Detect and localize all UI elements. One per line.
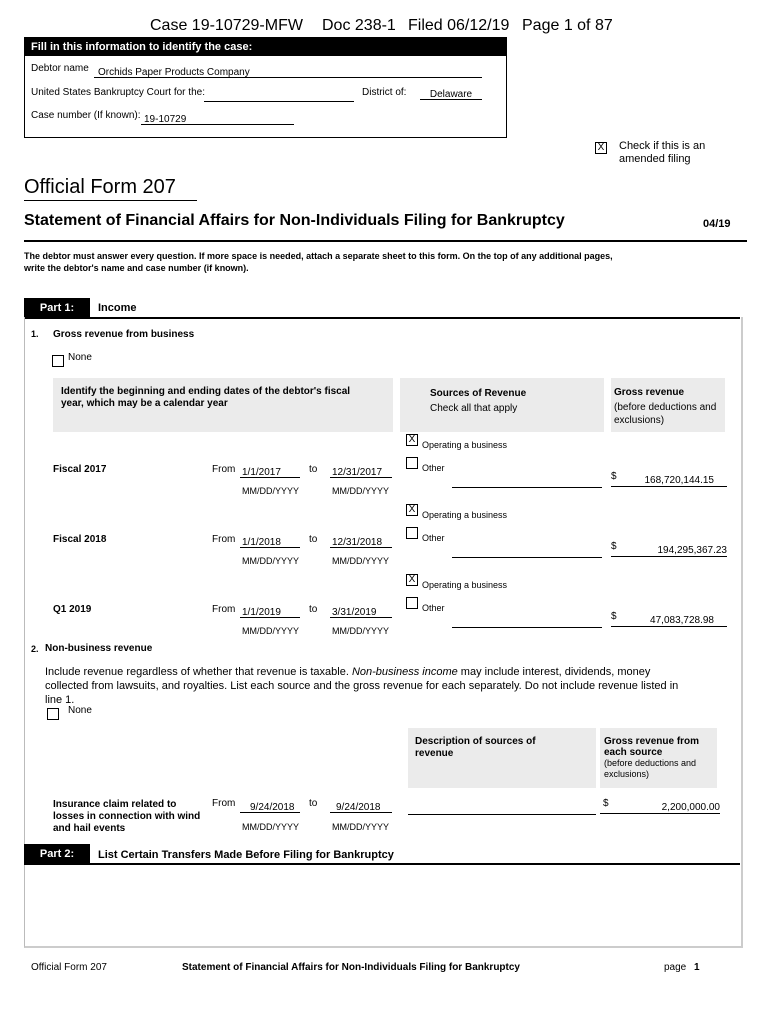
row3-other-field[interactable] <box>452 613 602 628</box>
row2-dollar: $ <box>611 541 617 552</box>
row1-to-label: to <box>309 464 318 475</box>
q1-col-dates-line2: year, which may be a calendar year <box>61 398 228 409</box>
id-box-heading: Fill in this information to identify the case: <box>25 38 506 56</box>
q1-col-gross-header <box>611 378 725 432</box>
q2-row-amount-field[interactable] <box>600 797 720 814</box>
row2-to-value: 12/31/2018 <box>332 537 383 548</box>
q2-row-amount-value: 2,200,000.00 <box>661 802 720 813</box>
row1-op-business-checkbox[interactable] <box>406 434 418 446</box>
row1-to-value: 12/31/2017 <box>332 467 383 478</box>
district-label: District of: <box>362 87 407 98</box>
footer-form-name: Official Form 207 <box>31 962 107 973</box>
q1-col-gross-title: Gross revenue <box>614 387 685 398</box>
amended-label <box>619 140 705 166</box>
q2-col-description-line2: revenue <box>415 748 454 759</box>
form-version: 04/19 <box>703 218 731 230</box>
row2-op-business-mark: X <box>408 504 416 515</box>
q2-none-checkbox[interactable] <box>47 708 59 720</box>
title-rule <box>24 240 747 242</box>
row1-other-field[interactable] <box>452 473 602 488</box>
row1-from-format: MM/DD/YYYY <box>242 486 300 496</box>
q2-text1b: Non-business income <box>351 666 458 678</box>
row2-other-label: Other <box>422 533 445 543</box>
q1-none-label: None <box>68 352 92 363</box>
q2-row-label-line3: and hail events <box>53 823 126 834</box>
row3-dollar: $ <box>611 611 617 622</box>
row1-other-checkbox[interactable] <box>406 457 418 469</box>
row1-to-format: MM/DD/YYYY <box>332 486 390 496</box>
row2-from-field[interactable] <box>240 532 300 548</box>
district-value: Delaware <box>429 89 473 100</box>
row2-from-value: 1/1/2018 <box>242 537 281 548</box>
row1-amount-value: 168,720,144.15 <box>644 475 714 486</box>
row2-to-label: to <box>309 534 318 545</box>
row3-to-label: to <box>309 604 318 615</box>
row2-op-business-checkbox[interactable] <box>406 504 418 516</box>
q2-row-from-field[interactable] <box>240 797 300 813</box>
q1-col-dates-header <box>53 378 393 432</box>
q2-row-label-line1: Insurance claim related to <box>53 799 177 810</box>
header-filed: Filed 06/12/19 <box>408 17 510 34</box>
row1-op-business-label: Operating a business <box>422 440 508 450</box>
row1-dollar: $ <box>611 471 617 482</box>
amended-label-line2: amended filing <box>619 153 691 165</box>
instructions-line2: write the debtor's name and case number (if known). <box>24 263 249 273</box>
row2-to-field[interactable] <box>330 532 392 548</box>
row3-other-checkbox[interactable] <box>406 597 418 609</box>
q2-row-label-line2: losses in connection with wind <box>53 811 201 822</box>
row3-to-format: MM/DD/YYYY <box>332 626 390 636</box>
q2-instructions-line2: collected from lawsuits, and royalties. List each source and the gross revenue for each separately. Do not include revenue listed in <box>45 680 679 692</box>
q2-row-from-label: From <box>212 798 236 809</box>
row1-to-field[interactable] <box>330 462 392 478</box>
part1-label: Part 1: <box>24 298 90 318</box>
part2-label: Part 2: <box>24 844 90 864</box>
case-number-value: 19-10729 <box>144 114 187 125</box>
q1-none-checkbox[interactable] <box>52 355 64 367</box>
row2-other-field[interactable] <box>452 543 602 558</box>
q2-row-to-format: MM/DD/YYYY <box>332 822 390 832</box>
row2-amount-value: 194,295,367.23 <box>657 545 727 556</box>
part2-rule <box>24 863 740 865</box>
q2-row-to-value: 9/24/2018 <box>336 802 381 813</box>
amended-checkbox[interactable] <box>595 142 607 154</box>
q2-col-gross-line1: Gross revenue from <box>604 736 700 747</box>
row3-op-business-mark: X <box>408 574 416 585</box>
q2-row-dollar: $ <box>603 798 609 809</box>
amended-label-line1: Check if this is an <box>619 140 706 152</box>
row3-amount-field[interactable] <box>611 610 727 627</box>
q2-col-gross-header <box>600 728 717 788</box>
row2-from-label: From <box>212 534 236 545</box>
q2-col-description-line1: Description of sources of <box>415 736 536 747</box>
footer-page-number: 1 <box>694 962 700 973</box>
row2-amount-field[interactable] <box>611 540 727 557</box>
instructions-line1: The debtor must answer every question. If more space is needed, attach a separate sheet to this form. On the top of any additional pages, <box>24 251 613 261</box>
form-title: Statement of Financial Affairs for Non-Individuals Filing for Bankruptcy <box>24 212 565 229</box>
debtor-name-value: Orchids Paper Products Company <box>98 67 250 78</box>
row2-op-business-label: Operating a business <box>422 510 508 520</box>
q1-col-gross-sub2: exclusions) <box>614 415 665 426</box>
q1-col-dates-line1: Identify the beginning and ending dates of the debtor's fiscal <box>61 386 351 397</box>
q1-col-sources-header <box>400 378 604 432</box>
q2-col-gross-sub2: exclusions) <box>604 769 650 779</box>
q2-col-gross-sub1: (before deductions and <box>604 758 697 768</box>
row1-label: Fiscal 2017 <box>53 464 107 475</box>
q2-row-to-field[interactable] <box>330 797 392 813</box>
q2-text1a: Include revenue regardless of whether that revenue is taxable. <box>45 666 352 678</box>
q2-instructions <box>45 665 725 707</box>
case-number-label: Case number (If known): <box>31 110 141 121</box>
row3-amount-value: 47,083,728.98 <box>650 615 714 626</box>
part1-title: Income <box>98 302 137 314</box>
header-page: Page 1 of 87 <box>522 17 613 34</box>
q2-number: 2. <box>31 644 39 654</box>
form-name: Official Form 207 <box>24 176 176 198</box>
row3-to-value: 3/31/2019 <box>332 607 377 618</box>
court-field[interactable] <box>204 86 354 102</box>
debtor-name-field[interactable] <box>94 62 482 78</box>
row2-label: Fiscal 2018 <box>53 534 107 545</box>
row3-label: Q1 2019 <box>53 604 92 615</box>
case-number-field[interactable] <box>141 109 294 125</box>
row1-from-field[interactable] <box>240 462 300 478</box>
district-field[interactable] <box>420 84 482 100</box>
row3-other-label: Other <box>422 603 445 613</box>
q1-number: 1. <box>31 329 39 339</box>
form-name-underline <box>24 200 197 201</box>
row3-from-field[interactable] <box>240 602 300 618</box>
q2-row-from-value: 9/24/2018 <box>250 802 295 813</box>
row1-other-label: Other <box>422 463 445 473</box>
q2-title: Non-business revenue <box>45 643 153 654</box>
q2-instructions-line1 <box>45 665 725 679</box>
q2-text1c: may include interest, dividends, money <box>457 666 651 678</box>
row3-op-business-label: Operating a business <box>422 580 508 590</box>
q1-col-gross-sub1: (before deductions and <box>614 402 717 413</box>
row1-from-label: From <box>212 464 236 475</box>
debtor-name-label: Debtor name <box>31 63 89 74</box>
row3-op-business-checkbox[interactable] <box>406 574 418 586</box>
q2-col-description-header <box>408 728 596 788</box>
q1-col-sources-title: Sources of Revenue <box>430 388 527 399</box>
row2-from-format: MM/DD/YYYY <box>242 556 300 566</box>
row3-from-value: 1/1/2019 <box>242 607 281 618</box>
row2-other-checkbox[interactable] <box>406 527 418 539</box>
row1-op-business-mark: X <box>408 434 416 445</box>
q2-row-description-field[interactable] <box>408 799 596 815</box>
q2-row-label <box>53 799 200 835</box>
q2-row-from-format: MM/DD/YYYY <box>242 822 300 832</box>
amended-check-mark: X <box>597 142 605 153</box>
q2-instructions-line3: line 1. <box>45 694 75 706</box>
row3-to-field[interactable] <box>330 602 392 618</box>
instructions <box>24 250 744 274</box>
q2-row-to-label: to <box>309 798 318 809</box>
q1-title: Gross revenue from business <box>53 329 195 340</box>
row1-amount-field[interactable] <box>611 470 727 487</box>
q1-col-sources-sub: Check all that apply <box>430 403 518 414</box>
row3-from-format: MM/DD/YYYY <box>242 626 300 636</box>
row1-from-value: 1/1/2017 <box>242 467 281 478</box>
header-case: Case 19-10729-MFW <box>150 17 303 34</box>
row2-to-format: MM/DD/YYYY <box>332 556 390 566</box>
header-doc: Doc 238-1 <box>322 17 396 34</box>
q2-col-gross-line2: each source <box>604 747 663 758</box>
footer-page-label: page <box>664 962 687 973</box>
row3-from-label: From <box>212 604 236 615</box>
q2-none-label: None <box>68 705 92 716</box>
footer-form-title: Statement of Financial Affairs for Non-Individuals Filing for Bankruptcy <box>182 962 520 973</box>
court-label: United States Bankruptcy Court for the: <box>31 87 205 98</box>
part2-title: List Certain Transfers Made Before Filing for Bankruptcy <box>98 849 394 861</box>
